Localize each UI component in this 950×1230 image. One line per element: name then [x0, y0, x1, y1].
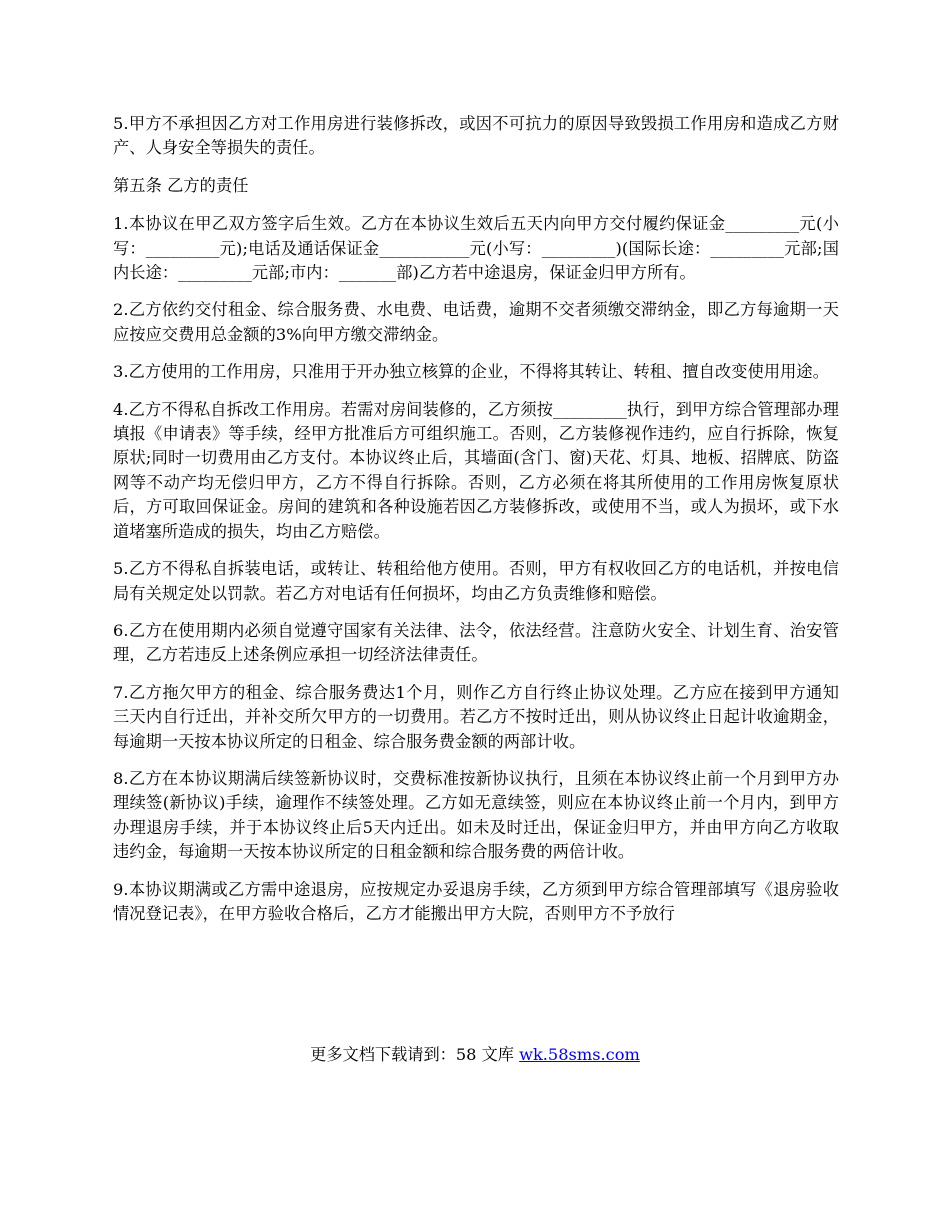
footer-text: 更多文档下载请到：58 文库: [310, 1045, 520, 1064]
article-5-heading: 第五条 乙方的责任: [113, 175, 249, 195]
document-body: [113, 112, 839, 939]
clause-5-9-paragraph: 9.本协议期满或乙方需中途退房，应按规定办妥退房手续，乙方须到甲方综合管理部填写《退房验收情况登记表》，在甲方验收合格后，乙方才能搬出甲方大院，否则甲方不予放行: [113, 879, 839, 923]
clause-5-3-paragraph: 3.乙方使用的工作用房，只准用于开办独立核算的企业，不得将其转让、转租、擅自改变使用用途。: [113, 362, 830, 382]
clause-5-6-paragraph: 6.乙方在使用期内必须自觉遵守国家有关法律、法令，依法经营。注意防火安全、计划生育、治安管理，乙方若违反上述条例应承担一切经济法律责任。: [113, 620, 839, 665]
clause-5-8-paragraph: 8.乙方在本协议期满后续签新协议时，交费标准按新协议执行，且须在本协议终止前一个月到甲方办理续签(新协议)手续，逾理作不续签处理。乙方如无意续签，则应在本协议终止前一个月内，到甲方办理退房手续，并于本协议终止后5天内迁出。如未及时迁出，保证金归甲方，并由甲方向乙方收取违约金，每逾期一天按本协议所定的日租金额和综合服务费的两倍计收。: [113, 768, 839, 862]
footer: [0, 1043, 950, 1067]
clause-5-5-paragraph: 5.乙方不得私自拆装电话，或转让、转租给他方使用。否则，甲方有权收回乙方的电话机，并按电信局有关规定处以罚款。若乙方对电话有任何损坏，均由乙方负责维修和赔偿。: [113, 559, 839, 603]
clause-5-4-paragraph: 4.乙方不得私自拆改工作用房。若需对房间装修的，乙方须按_________执行，到甲方综合管理部办理填报《申请表》等手续，经甲方批准后方可组织施工。否则，乙方装修视作违约，应自行拆除，恢复原状;同时一切费用由乙方支付。本协议终止后，其墙面(含门、窗)天花、灯具、地板、招牌底、防盗网等不动产均无偿归甲方，乙方不得自行拆除。否则，乙方必须在将其所使用的工作用房恢复原状后，方可取回保证金。房间的建筑和各种设施若因乙方装修拆改，或使用不当，或人为损坏，或下水道堵塞所造成的损失，均由乙方赔偿。: [113, 399, 839, 541]
clause-4-5-paragraph: 5.甲方不承担因乙方对工作用房进行装修拆改，或因不可抗力的原因导致毁损工作用房和造成乙方财产、人身安全等损失的责任。: [113, 114, 839, 158]
clause-5-7-paragraph: 7.乙方拖欠甲方的租金、综合服务费达1个月，则作乙方自行终止协议处理。乙方应在接到甲方通知三天内自行迁出，并补交所欠甲方的一切费用。若乙方不按时迁出，则从协议终止日起计收逾期金，每逾期一天按本协议所定的日租金、综合服务费金额的两部计收。: [113, 682, 839, 751]
clause-5-1-paragraph: 1.本协议在甲乙双方签字后生效。乙方在本协议生效后五天内向甲方交付履约保证金_________元(小写：_________元);电话及通话保证金___________元(小写：_________)(国际长途：_________元部;国内长途：_________元部;市内：_______部)乙方若中途退房，保证金归甲方所有。: [113, 214, 839, 283]
footer-link[interactable]: wk.58sms.com: [519, 1045, 640, 1064]
clause-5-2-paragraph: 2.乙方依约交付租金、综合服务费、水电费、电话费，逾期不交者须缴交滞纳金，即乙方每逾期一天应按应交费用总金额的3%向甲方缴交滞纳金。: [113, 300, 839, 344]
